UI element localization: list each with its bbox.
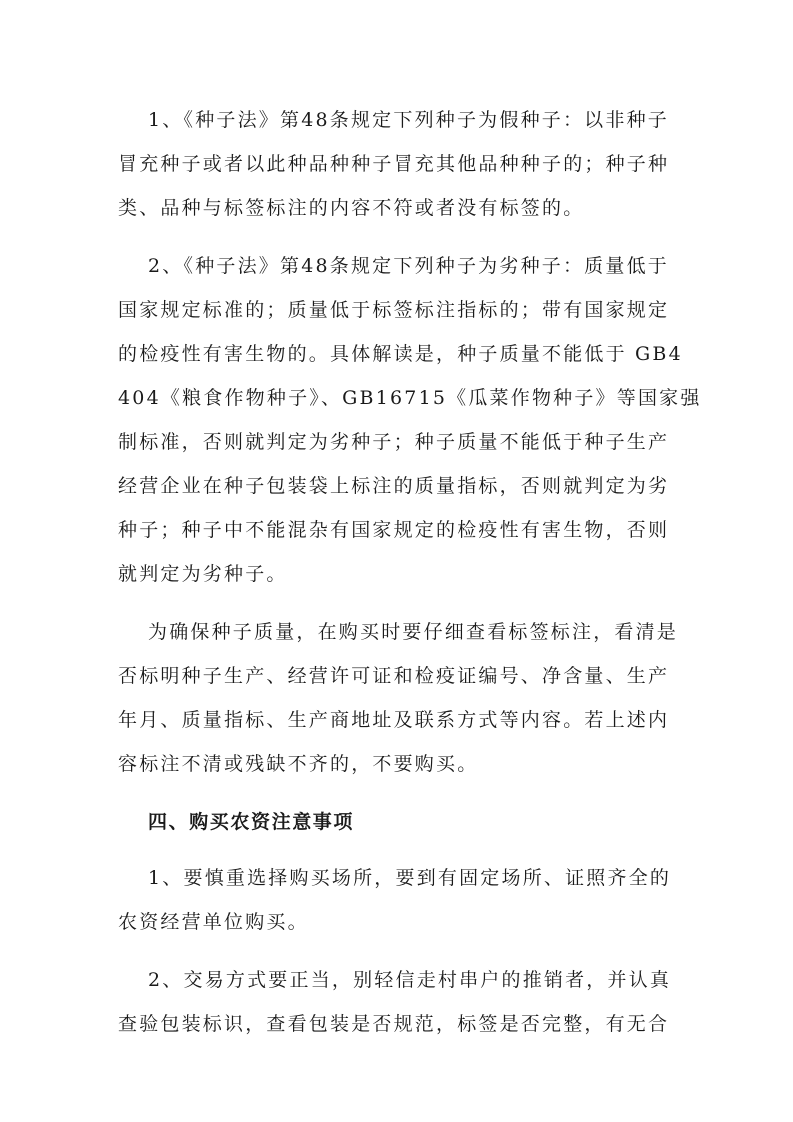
paragraph-line: 1、《种子法》第48条规定下列种子为假种子：以非种子 bbox=[148, 109, 669, 131]
paragraph-line: 类、品种与标签标注的内容不符或者没有标签的。 bbox=[118, 197, 585, 219]
paragraph-line: 冒充种子或者以此种品种种子冒充其他品种种子的；种子种 bbox=[118, 153, 670, 175]
paragraph-line: 查验包装标识，查看包装是否规范，标签是否完整，有无合 bbox=[118, 1013, 670, 1035]
paragraph-line: 的检疫性有害生物的。具体解读是，种子质量不能低于 GB4 bbox=[118, 343, 683, 365]
section-heading: 四、购买农资注意事项 bbox=[148, 811, 355, 833]
paragraph-line: 经营企业在种子包装袋上标注的质量指标，否则就判定为劣 bbox=[118, 475, 670, 497]
paragraph-line: 为确保种子质量，在购买时要仔细查看标签标注，看清是 bbox=[148, 621, 679, 643]
paragraph-line: 404《粮食作物种子》、GB16715《瓜菜作物种子》等国家强 bbox=[118, 387, 702, 409]
paragraph-line: 2、交易方式要正当，别轻信走村串户的推销者，并认真 bbox=[148, 969, 672, 991]
paragraph-line: 种子；种子中不能混杂有国家规定的检疫性有害生物，否则 bbox=[118, 519, 670, 541]
paragraph-line: 农资经营单位购买。 bbox=[118, 911, 309, 933]
paragraph-line: 国家规定标准的；质量低于标签标注指标的；带有国家规定 bbox=[118, 299, 670, 321]
paragraph-line: 就判定为劣种子。 bbox=[118, 563, 288, 585]
paragraph-line: 制标准，否则就判定为劣种子；种子质量不能低于种子生产 bbox=[118, 431, 670, 453]
paragraph-line: 年月、质量指标、生产商地址及联系方式等内容。若上述内 bbox=[118, 709, 670, 731]
paragraph-line: 1、要慎重选择购买场所，要到有固定场所、证照齐全的 bbox=[148, 867, 672, 889]
paragraph-line: 2、《种子法》第48条规定下列种子为劣种子：质量低于 bbox=[148, 255, 669, 277]
paragraph-line: 容标注不清或残缺不齐的，不要购买。 bbox=[118, 753, 479, 775]
paragraph-line: 否标明种子生产、经营许可证和检疫证编号、净含量、生产 bbox=[118, 665, 670, 687]
